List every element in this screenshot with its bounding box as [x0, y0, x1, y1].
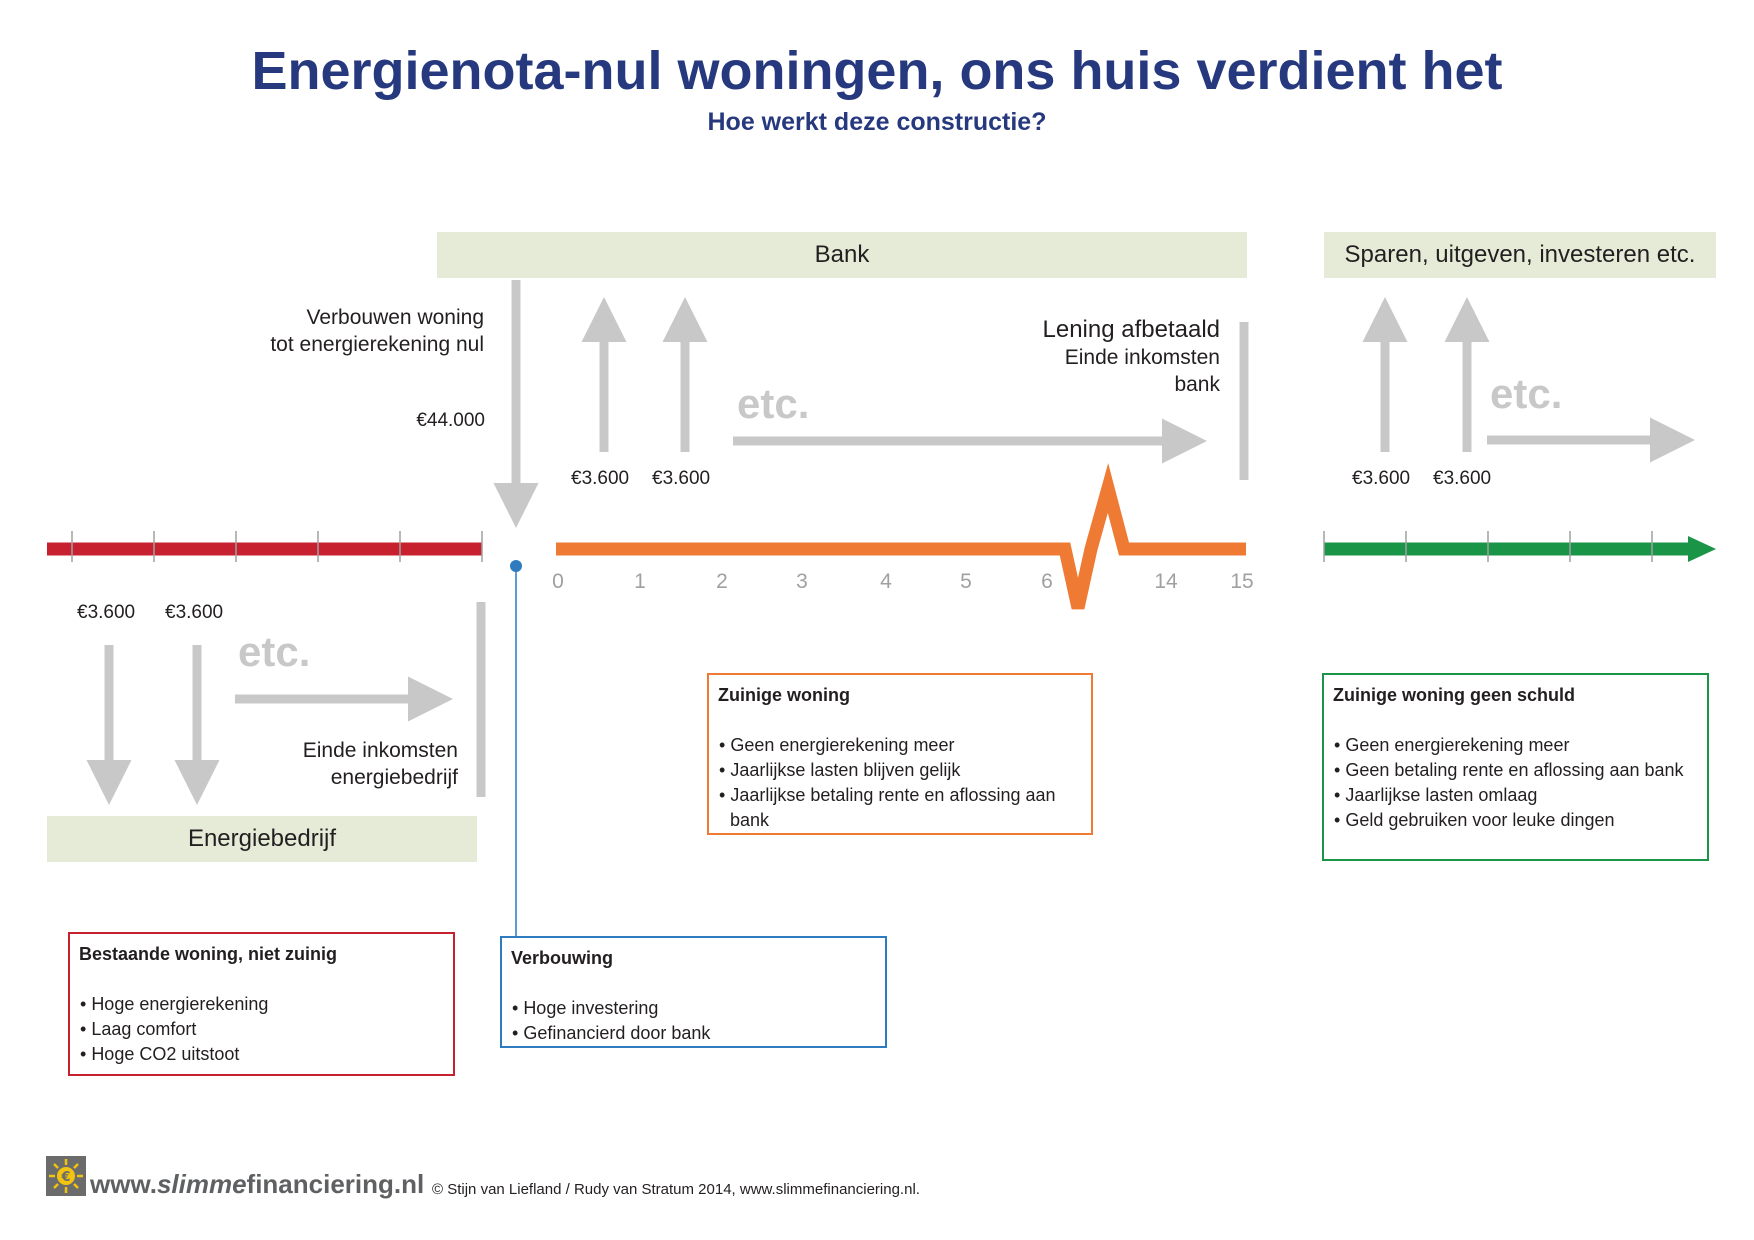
end-energy-income-label: Einde inkomsten energiebedrijf	[302, 739, 458, 789]
svg-text:€: €	[61, 1170, 71, 1185]
tick-label: 4	[880, 570, 892, 593]
energy-company-band: Energiebedrijf	[47, 816, 477, 862]
no-debt-home-box: Zuinige woning geen schuld • Geen energierekening meer • Geen betaling rente en aflossing aan bank • Jaarlijkse lasten omlaag • Geld gebruiken voor leuke dingen	[1322, 673, 1709, 861]
renovation-box: Verbouwing • Hoge investering • Gefinancierd door bank	[500, 936, 887, 1048]
bank-payment-amount: €3.600	[571, 468, 630, 489]
tick-label: 3	[796, 570, 808, 593]
investment-amount: €44.000	[416, 410, 485, 431]
efficient-timeline	[556, 488, 1246, 608]
tick-label: 1	[634, 570, 646, 593]
logo-text[interactable]: www.slimmefinanciering.nl	[90, 1169, 425, 1199]
savings-etc-label: etc.	[1490, 370, 1563, 417]
efficient-home-box: Zuinige woning • Geen energierekening meer • Jaarlijkse lasten blijven gelijk • Jaarlijkse betaling rente en aflossing aan bank	[707, 673, 1093, 835]
tick-label: 6	[1041, 570, 1053, 593]
energy-amount: €3.600	[77, 602, 136, 623]
renovation-marker	[510, 560, 522, 572]
page-title: Energienota-nul woningen, ons huis verdient het	[251, 41, 1503, 101]
renovate-label: Verbouwen woning tot energierekening nul	[270, 306, 484, 356]
credit-line: © Stijn van Liefland / Rudy van Stratum 2014, www.slimmefinanciering.nl.	[432, 1181, 920, 1198]
tick-label: 15	[1230, 570, 1254, 593]
savings-band: Sparen, uitgeven, investeren etc.	[1324, 232, 1716, 278]
tick-label: 0	[552, 570, 564, 593]
existing-home-box: Bestaande woning, niet zuinig • Hoge energierekening • Laag comfort • Hoge CO2 uitstoot	[68, 932, 455, 1076]
logo-icon	[46, 1156, 86, 1196]
loan-paid-label: Lening afbetaald	[1042, 316, 1220, 343]
tick-label: 14	[1154, 570, 1178, 593]
savings-amount: €3.600	[1433, 468, 1492, 489]
nodebt-arrowhead	[1688, 536, 1716, 562]
bank-etc-label: etc.	[737, 380, 810, 427]
page-subtitle: Hoe werkt deze constructie?	[707, 108, 1047, 136]
end-bank-income-label: Einde inkomsten bank	[1064, 346, 1220, 396]
energy-amount: €3.600	[165, 602, 224, 623]
tick-label: 5	[960, 570, 972, 593]
tick-label: 2	[716, 570, 728, 593]
energy-etc-label: etc.	[238, 628, 311, 675]
bank-band: Bank	[437, 232, 1247, 278]
savings-amount: €3.600	[1352, 468, 1411, 489]
bank-payment-amount: €3.600	[652, 468, 711, 489]
